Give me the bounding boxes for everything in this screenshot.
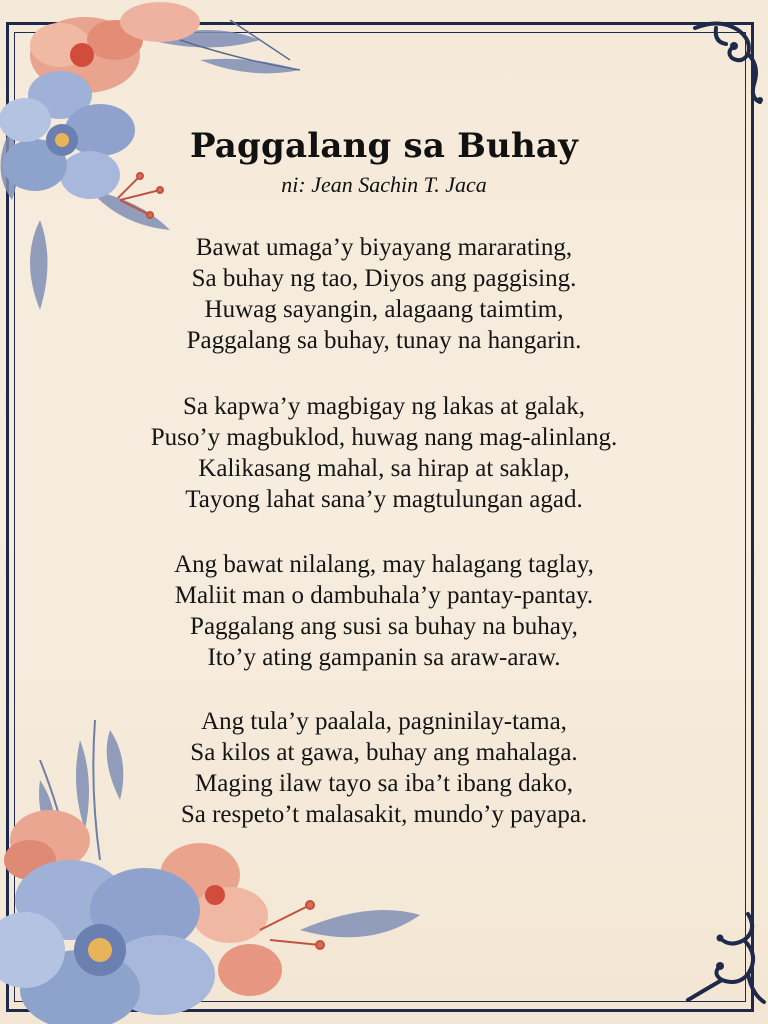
poem-line: Ang bawat nilalang, may halagang taglay, [174, 551, 594, 578]
poem-line: Tayong lahat sana’y magtulungan agad. [185, 486, 583, 513]
poem-line: Bawat umaga’y biyayang mararating, [195, 234, 573, 261]
poem-line: Paggalang sa buhay, tunay na hangarin. [186, 327, 582, 354]
stanza-2 [0, 391, 768, 515]
poem-title: Paggalang sa Buhay [189, 126, 579, 166]
poem-line: Ito’y ating gampanin sa araw-araw. [207, 644, 561, 671]
poem-author: ni: Jean Sachin T. Jaca [281, 172, 487, 197]
poem-line: Maging ilaw tayo sa iba’t ibang dako, [195, 770, 573, 797]
poem-line: Kalikasang mahal, sa hirap at saklap, [198, 455, 570, 482]
poem-line: Huwag sayangin, alagaang taimtim, [204, 296, 564, 323]
poem-line: Paggalang ang susi sa buhay na buhay, [190, 613, 578, 640]
poem-line: Sa buhay ng tao, Diyos ang paggising. [191, 265, 577, 292]
stanza-3 [0, 549, 768, 673]
corner-ornament-top-right [690, 14, 768, 104]
poem-line: Sa kapwa’y magbigay ng lakas at galak, [183, 393, 585, 420]
poem-line: Maliit man o dambuhala’y pantay-pantay. [174, 582, 594, 609]
poem-line: Puso’y magbuklod, huwag nang mag-alinlang. [150, 424, 618, 451]
poem-line: Sa kilos at gawa, buhay ang mahalaga. [190, 739, 578, 766]
stanza-1 [0, 232, 768, 356]
stanza-4 [0, 706, 768, 830]
poem-line: Sa respeto’t malasakit, mundo’y payapa. [180, 801, 588, 828]
corner-ornament-bottom-right [668, 910, 768, 1015]
poem-line: Ang tula’y paalala, pagninilay-tama, [201, 708, 567, 735]
